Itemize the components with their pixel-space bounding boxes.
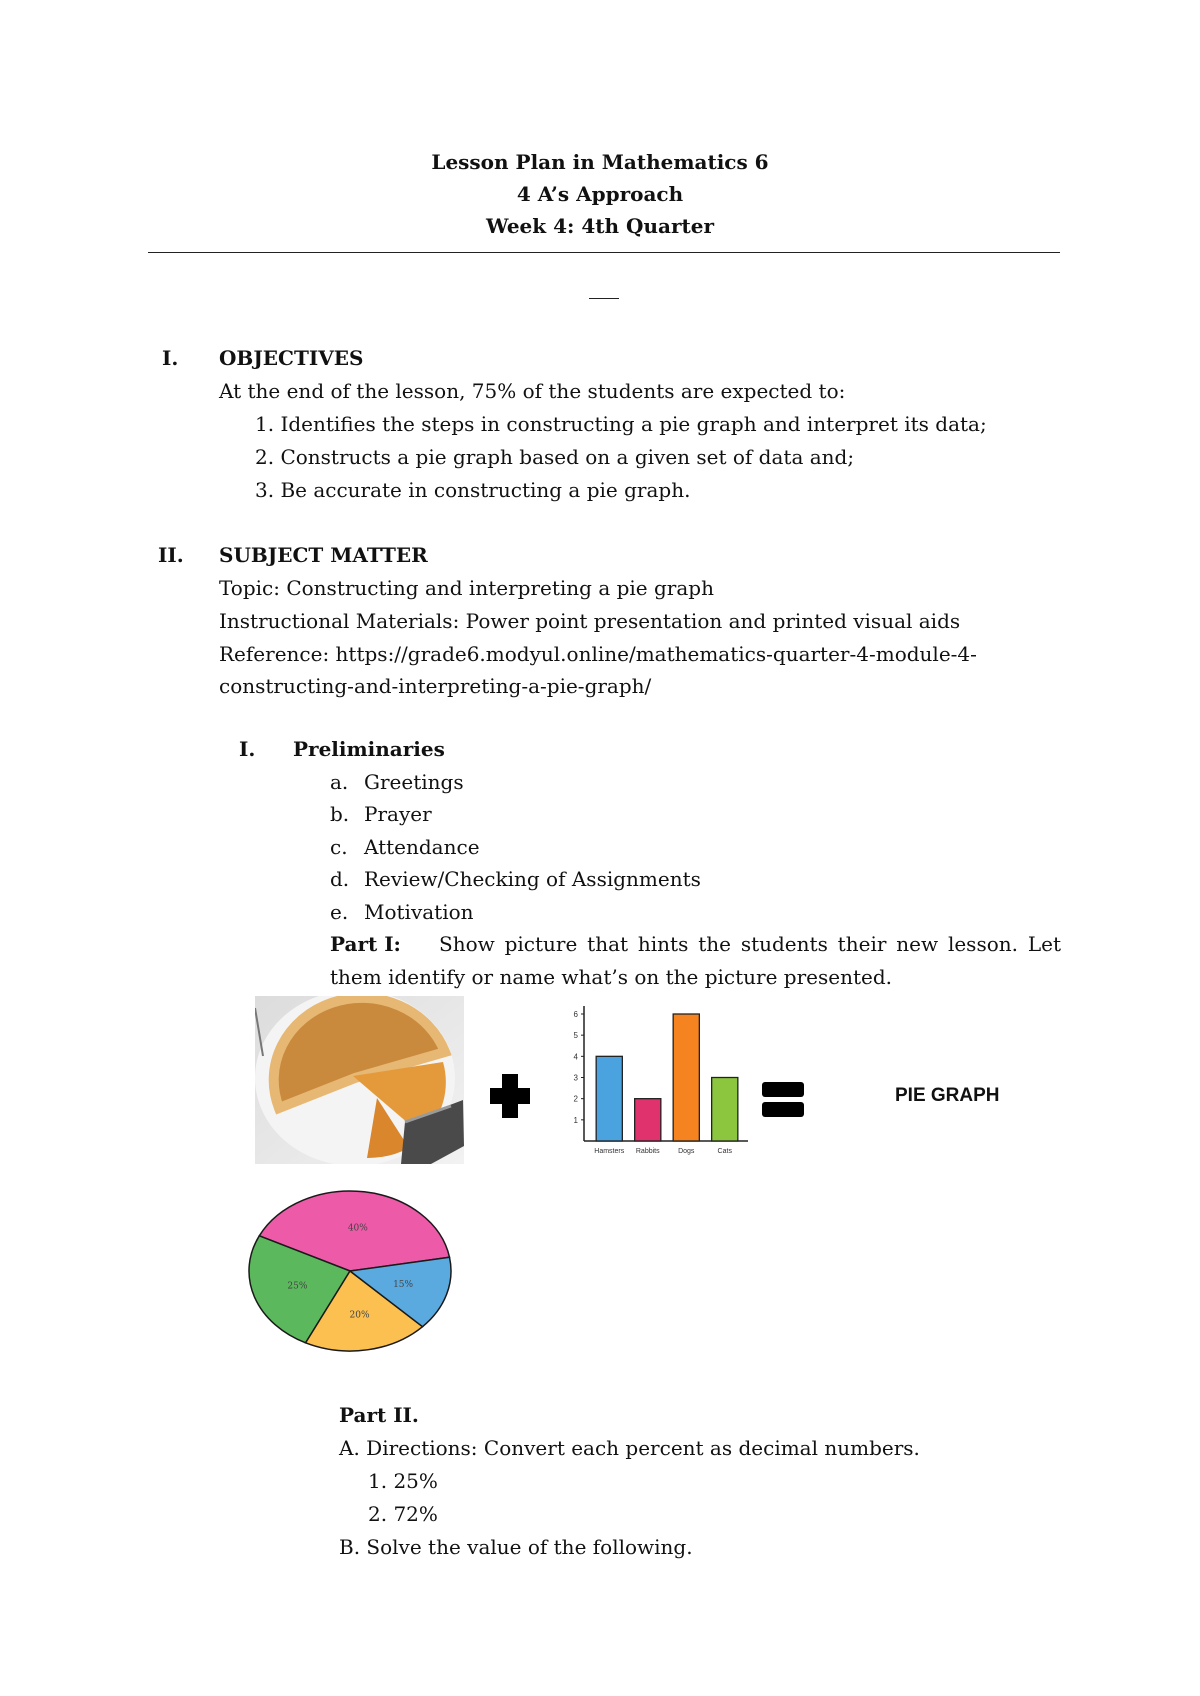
y-tick-label: 1 [573, 1115, 578, 1125]
document-week: Week 4: 4th Quarter [486, 214, 714, 238]
list-item: Greetings [364, 770, 464, 794]
pie-slice-label: 15% [393, 1279, 414, 1290]
part2-b: B. Solve the value of the following. [339, 1535, 693, 1559]
subject-reference: Reference: https://grade6.modyul.online/mathematics-quarter-4-module-4- [219, 642, 977, 666]
y-tick-label: 4 [573, 1052, 578, 1062]
pie-slice-label: 25% [287, 1281, 308, 1292]
part1-text-cont: them identify or name what’s on the picture presented. [330, 965, 893, 989]
y-tick-label: 3 [573, 1073, 578, 1083]
subject-reference-cont: constructing-and-interpreting-a-pie-graph/ [219, 674, 652, 698]
list-item: Review/Checking of Assignments [364, 867, 701, 891]
x-tick-label: Dogs [678, 1148, 695, 1155]
list-letter: d. [330, 867, 350, 891]
subject-heading: SUBJECT MATTER [219, 543, 428, 567]
divider-line [148, 252, 1060, 253]
bar [596, 1056, 622, 1141]
part2-directions: A. Directions: Convert each percent as decimal numbers. [339, 1436, 920, 1460]
section-number: I. [162, 346, 179, 370]
list-letter: c. [330, 835, 348, 859]
list-letter: a. [330, 770, 349, 794]
part1-text: Show picture that hints the students their new lesson. Let [439, 932, 1061, 956]
pie-graph-label: PIE GRAPH [895, 1085, 1000, 1106]
objective-item: 1. Identifies the steps in constructing a pie graph and interpret its data; [255, 412, 987, 436]
document-subtitle: 4 A’s Approach [516, 182, 684, 206]
x-tick-label: Rabbits [635, 1148, 660, 1155]
subject-materials: Instructional Materials: Power point presentation and printed visual aids [219, 609, 961, 633]
section-number: II. [158, 543, 184, 567]
subject-topic: Topic: Constructing and interpreting a pie graph [219, 576, 714, 600]
part1-label: Part I: [330, 932, 401, 956]
section-number: I. [239, 737, 256, 761]
document-title: Lesson Plan in Mathematics 6 [431, 150, 769, 174]
divider-line-tail [589, 298, 619, 299]
plus-icon [488, 1072, 532, 1120]
bar [635, 1099, 661, 1141]
list-letter: e. [330, 900, 349, 924]
objective-item: 2. Constructs a pie graph based on a given set of data and; [255, 445, 855, 469]
x-tick-label: Hamsters [594, 1148, 625, 1155]
pie-chart [246, 1186, 456, 1356]
preliminaries-heading: Preliminaries [293, 737, 445, 761]
y-tick-label: 2 [573, 1094, 578, 1104]
part2-heading: Part II. [339, 1403, 419, 1427]
list-item: 2. 72% [368, 1502, 438, 1526]
equals-icon [760, 1080, 806, 1120]
objectives-intro: At the end of the lesson, 75% of the students are expected to: [219, 379, 846, 403]
list-item: Motivation [364, 900, 474, 924]
objective-item: 3. Be accurate in constructing a pie graph. [255, 478, 691, 502]
bar [712, 1078, 738, 1142]
list-letter: b. [330, 802, 350, 826]
pie-slice-label: 40% [347, 1223, 368, 1234]
bar-chart [560, 996, 750, 1161]
pie-slice-label: 20% [349, 1310, 370, 1321]
pumpkin-pie-photo [255, 996, 464, 1164]
y-tick-label: 6 [573, 1010, 578, 1019]
objectives-heading: OBJECTIVES [219, 346, 364, 370]
x-tick-label: Cats [717, 1148, 732, 1155]
list-item: Prayer [364, 802, 432, 826]
y-tick-label: 5 [573, 1031, 578, 1041]
list-item: 1. 25% [368, 1469, 438, 1493]
list-item: Attendance [364, 835, 480, 859]
bar [673, 1014, 699, 1141]
